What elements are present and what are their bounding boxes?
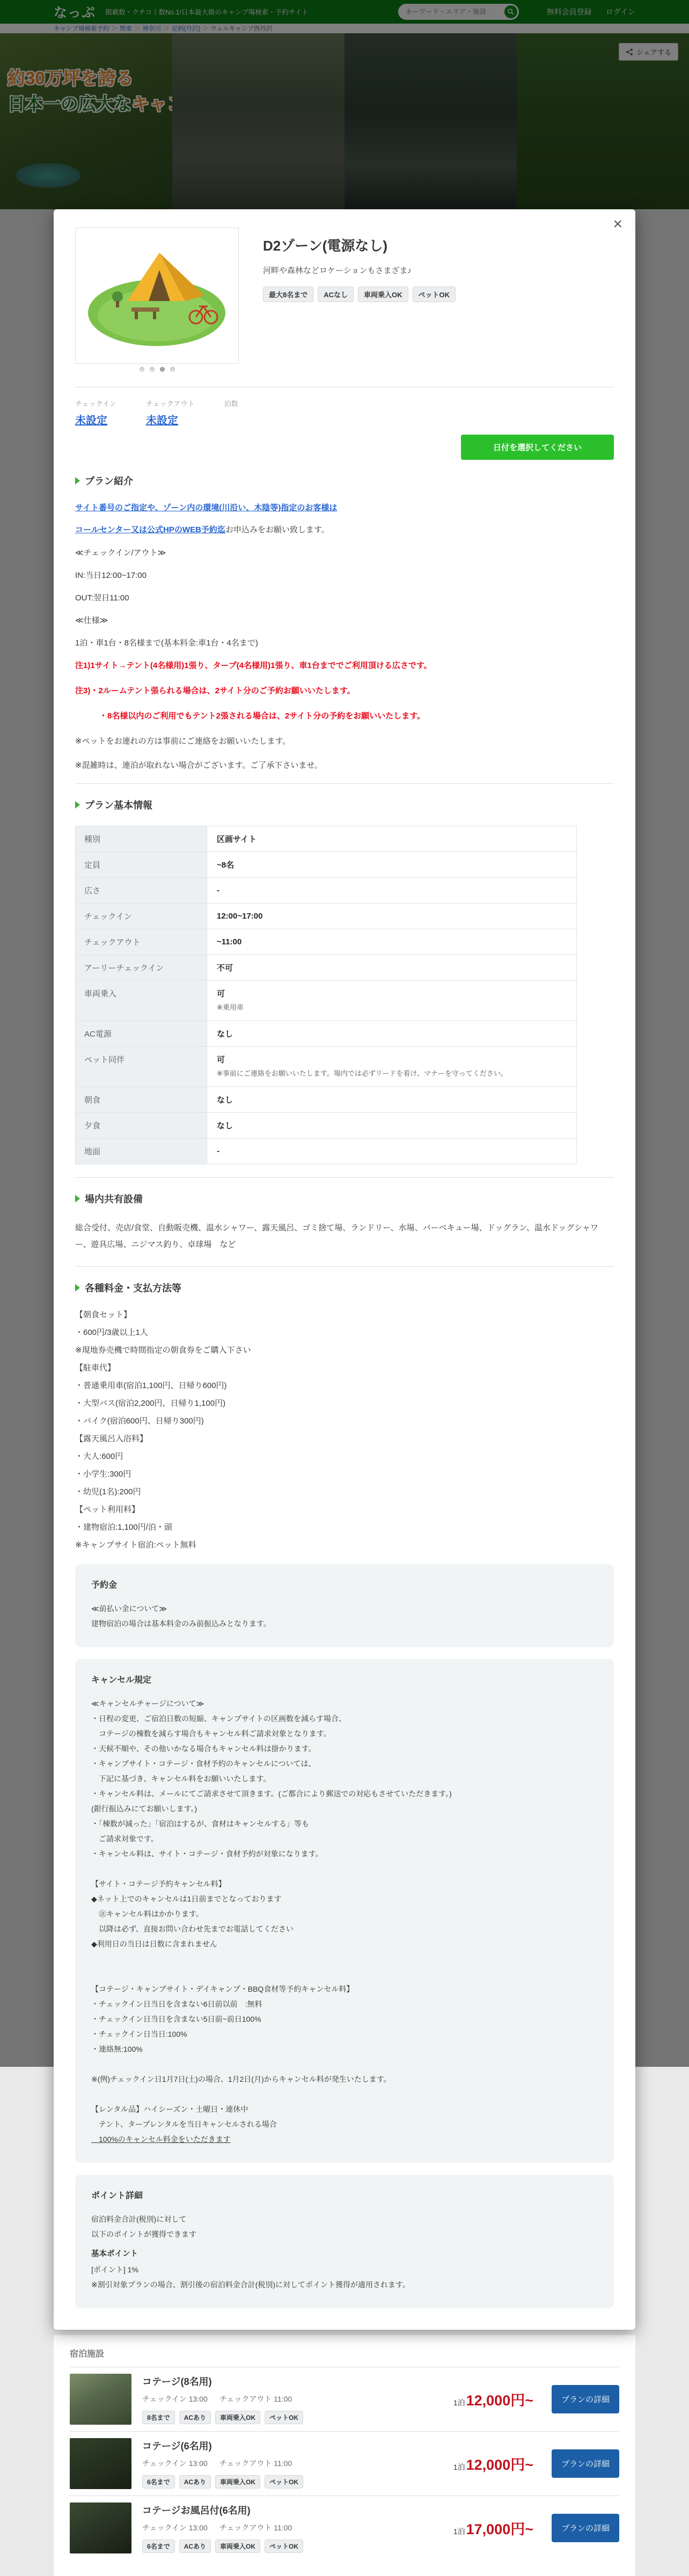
plan-tag: ACなし	[318, 287, 354, 302]
cottage-tag: ACあり	[179, 2540, 211, 2553]
cottage-checkout: チェックアウト 11:00	[219, 2458, 292, 2468]
row-label: 定員	[76, 852, 207, 878]
row-label: ペット同伴	[76, 1046, 207, 1087]
carousel-dot[interactable]	[150, 367, 155, 372]
checkin-col	[75, 398, 116, 427]
section-marker-icon	[75, 1284, 80, 1291]
cottage-photo[interactable]	[70, 2502, 131, 2553]
cancel-policy-line	[91, 2059, 598, 2070]
table-row	[76, 826, 577, 852]
cancel-policy-line: コテージの棟数を減らす場合もキャンセル料ご請求対象となります。	[91, 1729, 331, 1738]
point-detail-line: 以下のポイントが獲得できます	[91, 2229, 196, 2239]
row-label: 広さ	[76, 878, 207, 904]
reserve-fee-line: 建物宿泊の場合は基本料金のみ前振込みとなります。	[91, 1619, 271, 1628]
checkin-label: チェックイン	[75, 400, 116, 408]
cottage-tag: 6名まで	[142, 2540, 175, 2553]
cottage-tag: 車両乗入OK	[215, 2411, 260, 2424]
point-detail-line: 宿泊料金合計(税別)に対して	[91, 2214, 187, 2223]
cancel-policy-title: キャンセル規定	[91, 1675, 152, 1685]
row-value: 可	[217, 989, 225, 999]
cancel-policy-line	[91, 1954, 598, 1965]
plan-tag: 車両乗入OK	[358, 287, 408, 302]
carousel-dot-active[interactable]	[160, 367, 165, 372]
nights-label: 泊数	[224, 400, 238, 408]
cancel-policy-line	[91, 1863, 598, 1875]
fee-line: ・600円/3歳以上1人	[75, 1327, 148, 1337]
reserve-fee-line: ≪前払い金について≫	[91, 1604, 167, 1613]
cancel-policy-line	[91, 1969, 598, 1980]
intro-notes	[75, 735, 614, 770]
cancel-policy-line: ◆ネット上でのキャンセルは1日前までとなっております	[91, 1894, 282, 1903]
intro-link-suffix: お申込みをお願い致します。	[225, 525, 329, 534]
price-prefix: 1泊	[453, 2462, 465, 2471]
intro-line: ≪チェックイン/アウト≫	[75, 548, 166, 557]
tent-illustration	[80, 232, 234, 360]
checkin-set-link[interactable]: 未設定	[75, 415, 107, 427]
cancel-policy-line: (銀行振込みにてお願いします。)	[91, 1804, 197, 1813]
cancel-policy-line: ・日程の変更、ご宿泊日数の短縮、キャンプサイトの区画数を減らす場合、	[91, 1714, 347, 1723]
cottage-tag: ペットOK	[265, 2411, 303, 2424]
red-note: ・8名様以内のご利用でもテント2張される場合は、2サイト分の予約をお願いいたします。	[75, 711, 426, 721]
row-label: チェックイン	[76, 904, 207, 929]
fee-line: ・建物宿泊:1,100円/泊・頭	[75, 1522, 172, 1532]
note-line: ※ペットをお連れの方は事前にご連絡をお願いいたします。	[75, 737, 291, 746]
checkout-label: チェックアウト	[145, 400, 195, 408]
cottage-tag: 8名まで	[142, 2411, 175, 2424]
cottage-photo[interactable]	[70, 2374, 131, 2425]
cottage-tag: 車両乗入OK	[215, 2475, 260, 2489]
intro-link-1[interactable]: サイト番号のご指定や、ゾーン内の環境(川沿い、木陰等)指定のお客様は	[75, 503, 338, 512]
cancel-policy-line: ・チェックイン日当日:100%	[91, 2029, 187, 2038]
red-note: 注3)・2ルームテント張られる場合は、2サイト分のご予約お願いいたします。	[75, 686, 355, 695]
table-row	[76, 904, 577, 929]
price-value: 17,000円~	[466, 2521, 533, 2537]
intro-line: ≪仕様≫	[75, 616, 108, 625]
section-fees-heading: 各種料金・支払方法等	[75, 1281, 614, 1295]
plan-subtitle: 河畔や森林などロケーションもさまざま♪	[263, 266, 412, 275]
section-basic-heading: プラン基本情報	[75, 798, 614, 812]
cancel-policy-line: ◆利用日の当日は日数に含まれません	[91, 1939, 217, 1948]
cancel-policy-underlined-line: 100%のキャンセル料金をいただきます	[91, 2134, 231, 2144]
plan-detail-modal	[54, 209, 635, 2330]
plan-detail-button[interactable]: プランの詳細	[552, 2385, 619, 2413]
carousel-dot[interactable]	[170, 367, 175, 372]
fee-line: ※キャンプサイト宿泊:ペット無料	[75, 1540, 196, 1550]
checkout-col	[146, 398, 195, 427]
list-item	[70, 2431, 619, 2496]
cottage-tag: ペットOK	[265, 2540, 303, 2553]
section-facilities-heading: 場内共有設備	[75, 1192, 614, 1206]
cancel-policy-line: ・キャンプサイト・コテージ・食材予約のキャンセルについては、	[91, 1759, 316, 1768]
fee-line: 【露天風呂入浴料】	[75, 1434, 148, 1443]
row-label: 地面	[76, 1138, 207, 1164]
table-row	[76, 955, 577, 981]
cottage-title[interactable]: コテージ(6名用)	[142, 2440, 212, 2452]
point-detail-title: ポイント詳細	[91, 2191, 143, 2200]
cottage-checkout: チェックアウト 11:00	[219, 2394, 292, 2403]
intro-lines	[75, 547, 614, 648]
red-note: 注1)1サイト→テント(4名様用)1張り、タープ(4名様用)1張り、車1台まででご利用頂ける広さです。	[75, 661, 432, 670]
point-basic-subheading: 基本ポイント	[91, 2249, 138, 2258]
cancel-policy-line: 下記に基づき、キャンセル料をお願いいたします。	[91, 1774, 271, 1783]
point-detail-box	[75, 2175, 614, 2308]
cancel-policy-line: ・連絡無:100%	[91, 2044, 143, 2053]
row-value: 12:00~17:00	[217, 912, 263, 921]
intro-red-notes	[75, 659, 614, 721]
point-rate: [ポイント] 1%	[91, 2265, 138, 2274]
cancel-policy-line: ・キャンセル料は、サイト・コテージ・食材予約が対象になります。	[91, 1849, 323, 1858]
fee-line: ※現地券売機で時間指定の朝食券をご購入下さい	[75, 1345, 251, 1355]
fee-line: 【駐車代】	[75, 1363, 116, 1373]
cottage-checkin: チェックイン 13:00	[142, 2523, 208, 2532]
cancel-policy-line: 【サイト・コテージ予約キャンセル料】	[91, 1879, 226, 1888]
cancel-policy-box	[75, 1659, 614, 2163]
price-prefix: 1泊	[453, 2398, 465, 2407]
row-label: チェックアウト	[76, 929, 207, 955]
divider	[75, 1177, 614, 1178]
plan-title: D2ゾーン(電源なし)	[263, 238, 388, 254]
section-marker-icon	[75, 801, 80, 809]
cancel-policy-line: ≪キャンセルチャージについて≫	[91, 1699, 204, 1708]
cottage-title[interactable]: コテージ(8名用)	[142, 2376, 212, 2387]
intro-link-2[interactable]: コールセンター又は公式HPのWEB予約迄	[75, 525, 225, 534]
row-value: ~8名	[217, 861, 234, 870]
close-icon[interactable]: ×	[610, 216, 626, 233]
fee-line: ・普通乗用車(宿泊1,100円、日帰り600円)	[75, 1381, 227, 1390]
carousel-dots	[75, 364, 239, 374]
note-line: ※混雑時は、連泊が取れない場合がございます。ご了承下さいませ。	[75, 761, 322, 770]
cancel-policy-line: 以降は必ず、直接お問い合わせ先までお電話してください	[91, 1924, 294, 1933]
fee-line: ・大型バス(宿泊2,200円、日帰り1,100円)	[75, 1398, 226, 1408]
fee-line: ・幼児(1名):200円	[75, 1487, 141, 1496]
row-value: 可	[217, 1055, 225, 1065]
cottage-photo[interactable]	[70, 2438, 131, 2489]
row-label: AC電源	[76, 1021, 207, 1046]
cottage-checkout: チェックアウト 11:00	[219, 2523, 292, 2532]
table-row	[76, 1112, 577, 1138]
section-marker-icon	[75, 477, 80, 485]
row-label: 種別	[76, 826, 207, 852]
cancel-policy-line: テント、タープレンタルを当日キャンセルされる場合	[91, 2119, 277, 2129]
reserve-fee-title: 予約金	[91, 1580, 118, 1590]
row-value: 不可	[217, 964, 233, 973]
divider	[75, 783, 614, 784]
fee-line: ・大人:600円	[75, 1451, 123, 1461]
cancel-policy-line: ご請求対象です。	[91, 1834, 158, 1843]
plan-tag: 最大8名まで	[263, 287, 313, 302]
cancel-policy-line: 【コテージ・キャンプサイト・デイキャンプ・BBQ食材等予約キャンセル料】	[91, 1984, 354, 1993]
row-value: 区画サイト	[217, 835, 256, 844]
checkout-set-link[interactable]: 未設定	[145, 415, 178, 427]
price-prefix: 1泊	[453, 2527, 465, 2536]
cottage-tag: ペットOK	[265, 2475, 303, 2489]
table-row	[76, 981, 577, 1021]
reserve-fee-box	[75, 1564, 614, 1647]
table-row	[76, 1021, 577, 1046]
cancel-policy-line	[91, 2089, 598, 2100]
row-value: なし	[217, 1029, 233, 1039]
row-value: ~11:00	[217, 937, 242, 946]
row-note: ※事前にご連絡をお願いいたします。場内では必ずリードを着け、マナーを守ってください。	[217, 1069, 508, 1077]
plan-tags	[263, 287, 456, 302]
fee-line: ・小学生:300円	[75, 1469, 131, 1479]
intro-line: IN:当日12:00~17:00	[75, 571, 147, 580]
basic-info-table	[75, 826, 577, 1164]
section-marker-icon	[75, 1195, 80, 1202]
list-item	[70, 2367, 619, 2431]
row-label: アーリーチェックイン	[76, 955, 207, 981]
section-intro-heading: プラン紹介	[75, 474, 614, 488]
cancel-policy-line: ㊟キャンセル料はかかります。	[91, 1909, 203, 1918]
date-selection-row	[75, 398, 614, 427]
cancel-policy-line: ・チェックイン日当日を含まない5日前~前日100%	[91, 2014, 261, 2023]
cancel-policy-line: 【レンタル品】ハイシーズン・土曜日・連休中	[91, 2104, 248, 2113]
row-label: 夕食	[76, 1112, 207, 1138]
nights-value	[224, 412, 238, 421]
plan-detail-button[interactable]: プランの詳細	[552, 2514, 619, 2542]
table-row	[76, 878, 577, 904]
plan-tag: ペットOK	[413, 287, 456, 302]
plan-detail-button[interactable]: プランの詳細	[552, 2449, 619, 2478]
price-value: 12,000円~	[466, 2456, 533, 2473]
fees-lines	[75, 1309, 614, 1550]
cancel-policy-line: ・「棟数が減った」「宿泊はするが、食材はキャンセルする」等も	[91, 1819, 309, 1828]
cancel-policy-line: ・キャンセル料は、メールにてご請求させて頂きます。(ご都合により郵送での対応もさせていただきます。)	[91, 1789, 452, 1798]
carousel-dot[interactable]	[140, 367, 144, 372]
row-label: 朝食	[76, 1087, 207, 1112]
lodging-section	[54, 2335, 635, 2576]
table-row	[76, 852, 577, 878]
intro-line: 1泊・車1台・8名様まで(基本料金:車1台・4名まで)	[75, 639, 258, 648]
price-value: 12,000円~	[466, 2392, 533, 2409]
row-value: なし	[217, 1121, 233, 1131]
plan-thumbnail[interactable]	[75, 227, 239, 364]
cancel-policy-line: ※(例)チェックイン日1月7日(土)の場合、1月2日(月)からキャンセル料が発生いたします。	[91, 2074, 391, 2083]
fee-line: ・バイク(宿泊600円、日帰り300円)	[75, 1416, 204, 1426]
cottage-checkin: チェックイン 13:00	[142, 2458, 208, 2468]
cottage-title[interactable]: コテージお風呂付(6名用)	[142, 2505, 251, 2516]
cancel-policy-line: ・天候不順や、その他いかなる場合もキャンセル料は掛かります。	[91, 1744, 316, 1753]
cancel-policy-line: ・チェックイン日当日を含まない6日前以前 :無料	[91, 1999, 262, 2008]
table-row	[76, 1046, 577, 1087]
row-label: 車両乗入	[76, 981, 207, 1021]
fee-line: 【ペット利用料】	[75, 1504, 140, 1514]
row-value: -	[217, 1146, 219, 1156]
table-row	[76, 1087, 577, 1112]
intro-line: OUT:翌日11:00	[75, 593, 129, 603]
nights-col	[224, 398, 238, 427]
lodging-heading: 宿泊施設	[70, 2349, 105, 2359]
select-date-button[interactable]: 日付を選択してください	[461, 435, 614, 460]
table-row	[76, 1138, 577, 1164]
divider	[75, 1266, 614, 1267]
cottage-tag: ACあり	[179, 2411, 211, 2424]
cottage-tag: 6名まで	[142, 2475, 175, 2489]
table-row	[76, 929, 577, 955]
fee-line: 【朝食セット】	[75, 1310, 132, 1319]
cottage-tag: ACあり	[179, 2475, 211, 2489]
row-value: -	[217, 886, 219, 895]
row-value: なし	[217, 1095, 233, 1105]
cottage-tag: 車両乗入OK	[215, 2540, 260, 2553]
point-note: ※割引対象プランの場合、割引後の宿泊料金合計(税別)に対してポイント獲得が適用されます。	[91, 2280, 410, 2289]
cottage-checkin: チェックイン 13:00	[142, 2394, 208, 2403]
list-item	[70, 2496, 619, 2560]
row-note: ※乗用車	[217, 1003, 244, 1011]
facilities-text: 総合受付、売店/食堂、自動販売機、温水シャワー、露天風呂、ゴミ捨て場、ランドリー、水場、バーベキュー場、ドッグラン、温水ドッグシャワー、遊具広場、ニジマス釣り、卓球場 など	[75, 1223, 598, 1250]
